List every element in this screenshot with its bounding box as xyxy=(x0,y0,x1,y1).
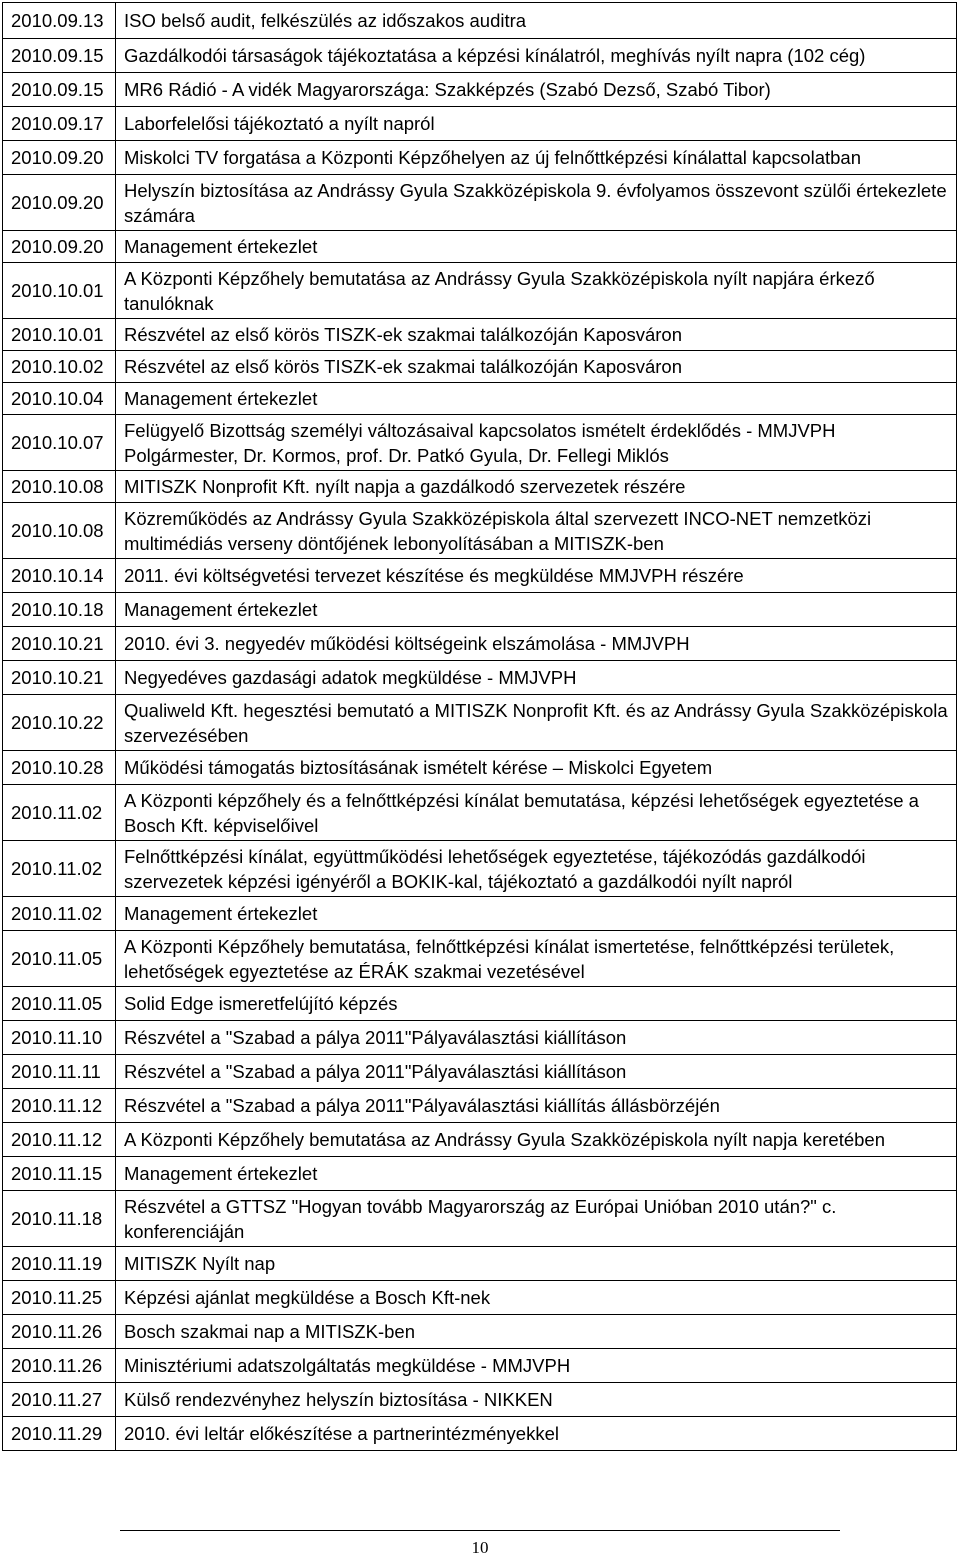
activity-cell: Miskolci TV forgatása a Központi Képzőhelyen az új felnőttképzési kínálattal kapcsolatban xyxy=(116,141,957,175)
table-row xyxy=(3,897,957,931)
date-cell: 2010.11.27 xyxy=(3,1383,116,1417)
date-cell: 2010.09.13 xyxy=(3,3,116,39)
date-cell: 2010.10.07 xyxy=(3,415,116,471)
footer-divider xyxy=(120,1530,840,1531)
date-cell: 2010.11.05 xyxy=(3,931,116,987)
activity-cell: Bosch szakmai nap a MITISZK-ben xyxy=(116,1315,957,1349)
activity-cell: Közreműködés az Andrássy Gyula Szakközépiskola által szervezett INCO-NET nemzetközi multimédiás verseny döntőjének lebonyolításában a MITISZK-ben xyxy=(116,503,957,559)
activity-cell: Részvétel a "Szabad a pálya 2011"Pályaválasztási kiállításon xyxy=(116,1021,957,1055)
table-row xyxy=(3,1089,957,1123)
activity-cell: 2010. évi 3. negyedév működési költségeink elszámolása - MMJVPH xyxy=(116,627,957,661)
activity-cell: Gazdálkodói társaságok tájékoztatása a képzési kínálatról, meghívás nyílt napra (102 cég) xyxy=(116,39,957,73)
activity-cell: Qualiweld Kft. hegesztési bemutató a MITISZK Nonprofit Kft. és az Andrássy Gyula Szakközépiskola szervezésében xyxy=(116,695,957,751)
activity-cell: A Központi Képzőhely bemutatása az Andrássy Gyula Szakközépiskola nyílt napja keretében xyxy=(116,1123,957,1157)
date-cell: 2010.10.01 xyxy=(3,263,116,319)
table-row xyxy=(3,1383,957,1417)
activity-cell: Management értekezlet xyxy=(116,231,957,263)
activity-log-table xyxy=(2,2,957,1451)
table-row xyxy=(3,1021,957,1055)
activity-cell: Negyedéves gazdasági adatok megküldése - MMJVPH xyxy=(116,661,957,695)
table-row xyxy=(3,1281,957,1315)
activity-cell: A Központi Képzőhely bemutatása, felnőttképzési kínálat ismertetése, felnőttképzési területek, lehetőségek egyeztetése az ÉRÁK szakmai vezetésével xyxy=(116,931,957,987)
date-cell: 2010.11.26 xyxy=(3,1315,116,1349)
table-row xyxy=(3,503,957,559)
table-row xyxy=(3,107,957,141)
table-row xyxy=(3,263,957,319)
table-row xyxy=(3,175,957,231)
table-row xyxy=(3,351,957,383)
table-row xyxy=(3,1315,957,1349)
table-row xyxy=(3,415,957,471)
activity-cell: Külső rendezvényhez helyszín biztosítása - NIKKEN xyxy=(116,1383,957,1417)
date-cell: 2010.10.08 xyxy=(3,503,116,559)
date-cell: 2010.11.29 xyxy=(3,1417,116,1451)
date-cell: 2010.11.10 xyxy=(3,1021,116,1055)
table-row xyxy=(3,319,957,351)
date-cell: 2010.11.12 xyxy=(3,1089,116,1123)
table-row xyxy=(3,987,957,1021)
activity-cell: Részvétel a "Szabad a pálya 2011"Pályaválasztási kiállítás állásbörzéjén xyxy=(116,1089,957,1123)
table-row xyxy=(3,3,957,39)
table-row xyxy=(3,383,957,415)
table-row xyxy=(3,841,957,897)
activity-cell: 2010. évi leltár előkészítése a partnerintézményekkel xyxy=(116,1417,957,1451)
table-row xyxy=(3,471,957,503)
table-row xyxy=(3,695,957,751)
activity-cell: Management értekezlet xyxy=(116,593,957,627)
date-cell: 2010.10.21 xyxy=(3,627,116,661)
activity-cell: Képzési ajánlat megküldése a Bosch Kft-nek xyxy=(116,1281,957,1315)
activity-cell: ISO belső audit, felkészülés az időszakos auditra xyxy=(116,3,957,39)
date-cell: 2010.09.20 xyxy=(3,175,116,231)
date-cell: 2010.10.08 xyxy=(3,471,116,503)
activity-cell: Management értekezlet xyxy=(116,383,957,415)
table-row xyxy=(3,661,957,695)
date-cell: 2010.10.14 xyxy=(3,559,116,593)
table-row xyxy=(3,141,957,175)
table-row xyxy=(3,1247,957,1281)
page-number: 10 xyxy=(471,1538,489,1557)
activity-log-body xyxy=(3,3,957,1451)
activity-cell: MITISZK Nyílt nap xyxy=(116,1247,957,1281)
activity-cell: Részvétel a "Szabad a pálya 2011"Pályaválasztási kiállításon xyxy=(116,1055,957,1089)
table-row xyxy=(3,1349,957,1383)
date-cell: 2010.11.11 xyxy=(3,1055,116,1089)
activity-cell: A Központi Képzőhely bemutatása az Andrássy Gyula Szakközépiskola nyílt napjára érkező tanulóknak xyxy=(116,263,957,319)
activity-cell: MR6 Rádió - A vidék Magyarországa: Szakképzés (Szabó Dezső, Szabó Tibor) xyxy=(116,73,957,107)
table-row xyxy=(3,593,957,627)
date-cell: 2010.10.18 xyxy=(3,593,116,627)
activity-cell: Laborfelelősi tájékoztató a nyílt napról xyxy=(116,107,957,141)
activity-cell: 2011. évi költségvetési tervezet készítése és megküldése MMJVPH részére xyxy=(116,559,957,593)
date-cell: 2010.10.01 xyxy=(3,319,116,351)
activity-cell: Részvétel a GTTSZ "Hogyan tovább Magyarország az Európai Unióban 2010 után?" c. konferenciáján xyxy=(116,1191,957,1247)
date-cell: 2010.09.20 xyxy=(3,141,116,175)
date-cell: 2010.10.02 xyxy=(3,351,116,383)
date-cell: 2010.09.15 xyxy=(3,73,116,107)
activity-cell: Helyszín biztosítása az Andrássy Gyula Szakközépiskola 9. évfolyamos összevont szülői értekezlete számára xyxy=(116,175,957,231)
activity-cell: A Központi képzőhely és a felnőttképzési kínálat bemutatása, képzési lehetőségek egyeztetése a Bosch Kft. képviselőivel xyxy=(116,785,957,841)
date-cell: 2010.11.12 xyxy=(3,1123,116,1157)
date-cell: 2010.10.22 xyxy=(3,695,116,751)
table-row xyxy=(3,1191,957,1247)
date-cell: 2010.10.28 xyxy=(3,751,116,785)
activity-cell: Management értekezlet xyxy=(116,897,957,931)
activity-cell: Működési támogatás biztosításának ismételt kérése – Miskolci Egyetem xyxy=(116,751,957,785)
activity-cell: Management értekezlet xyxy=(116,1157,957,1191)
activity-cell: Felnőttképzési kínálat, együttműködési lehetőségek egyeztetése, tájékozódás gazdálkodói szervezetek képzési igényéről a BOKIK-kal, tájékoztató a gazdálkodói nyílt napról xyxy=(116,841,957,897)
date-cell: 2010.09.17 xyxy=(3,107,116,141)
activity-cell: Solid Edge ismeretfelújító képzés xyxy=(116,987,957,1021)
activity-cell: Minisztériumi adatszolgáltatás megküldése - MMJVPH xyxy=(116,1349,957,1383)
table-row xyxy=(3,73,957,107)
table-row xyxy=(3,1417,957,1451)
date-cell: 2010.11.02 xyxy=(3,841,116,897)
table-row xyxy=(3,39,957,73)
date-cell: 2010.09.15 xyxy=(3,39,116,73)
date-cell: 2010.10.04 xyxy=(3,383,116,415)
activity-cell: Részvétel az első körös TISZK-ek szakmai találkozóján Kaposváron xyxy=(116,351,957,383)
date-cell: 2010.11.02 xyxy=(3,897,116,931)
activity-cell: Részvétel az első körös TISZK-ek szakmai találkozóján Kaposváron xyxy=(116,319,957,351)
table-row xyxy=(3,751,957,785)
table-row xyxy=(3,559,957,593)
activity-cell: Felügyelő Bizottság személyi változásaival kapcsolatos ismételt érdeklődés - MMJVPH Polgármester, Dr. Kormos, prof. Dr. Patkó Gyula, Dr. Fellegi Miklós xyxy=(116,415,957,471)
date-cell: 2010.11.26 xyxy=(3,1349,116,1383)
table-row xyxy=(3,231,957,263)
date-cell: 2010.11.05 xyxy=(3,987,116,1021)
date-cell: 2010.11.18 xyxy=(3,1191,116,1247)
date-cell: 2010.11.15 xyxy=(3,1157,116,1191)
table-row xyxy=(3,931,957,987)
date-cell: 2010.09.20 xyxy=(3,231,116,263)
activity-cell: MITISZK Nonprofit Kft. nyílt napja a gazdálkodó szervezetek részére xyxy=(116,471,957,503)
date-cell: 2010.11.02 xyxy=(3,785,116,841)
table-row xyxy=(3,785,957,841)
table-row xyxy=(3,1055,957,1089)
date-cell: 2010.11.25 xyxy=(3,1281,116,1315)
table-row xyxy=(3,1123,957,1157)
table-row xyxy=(3,627,957,661)
table-row xyxy=(3,1157,957,1191)
date-cell: 2010.11.19 xyxy=(3,1247,116,1281)
date-cell: 2010.10.21 xyxy=(3,661,116,695)
